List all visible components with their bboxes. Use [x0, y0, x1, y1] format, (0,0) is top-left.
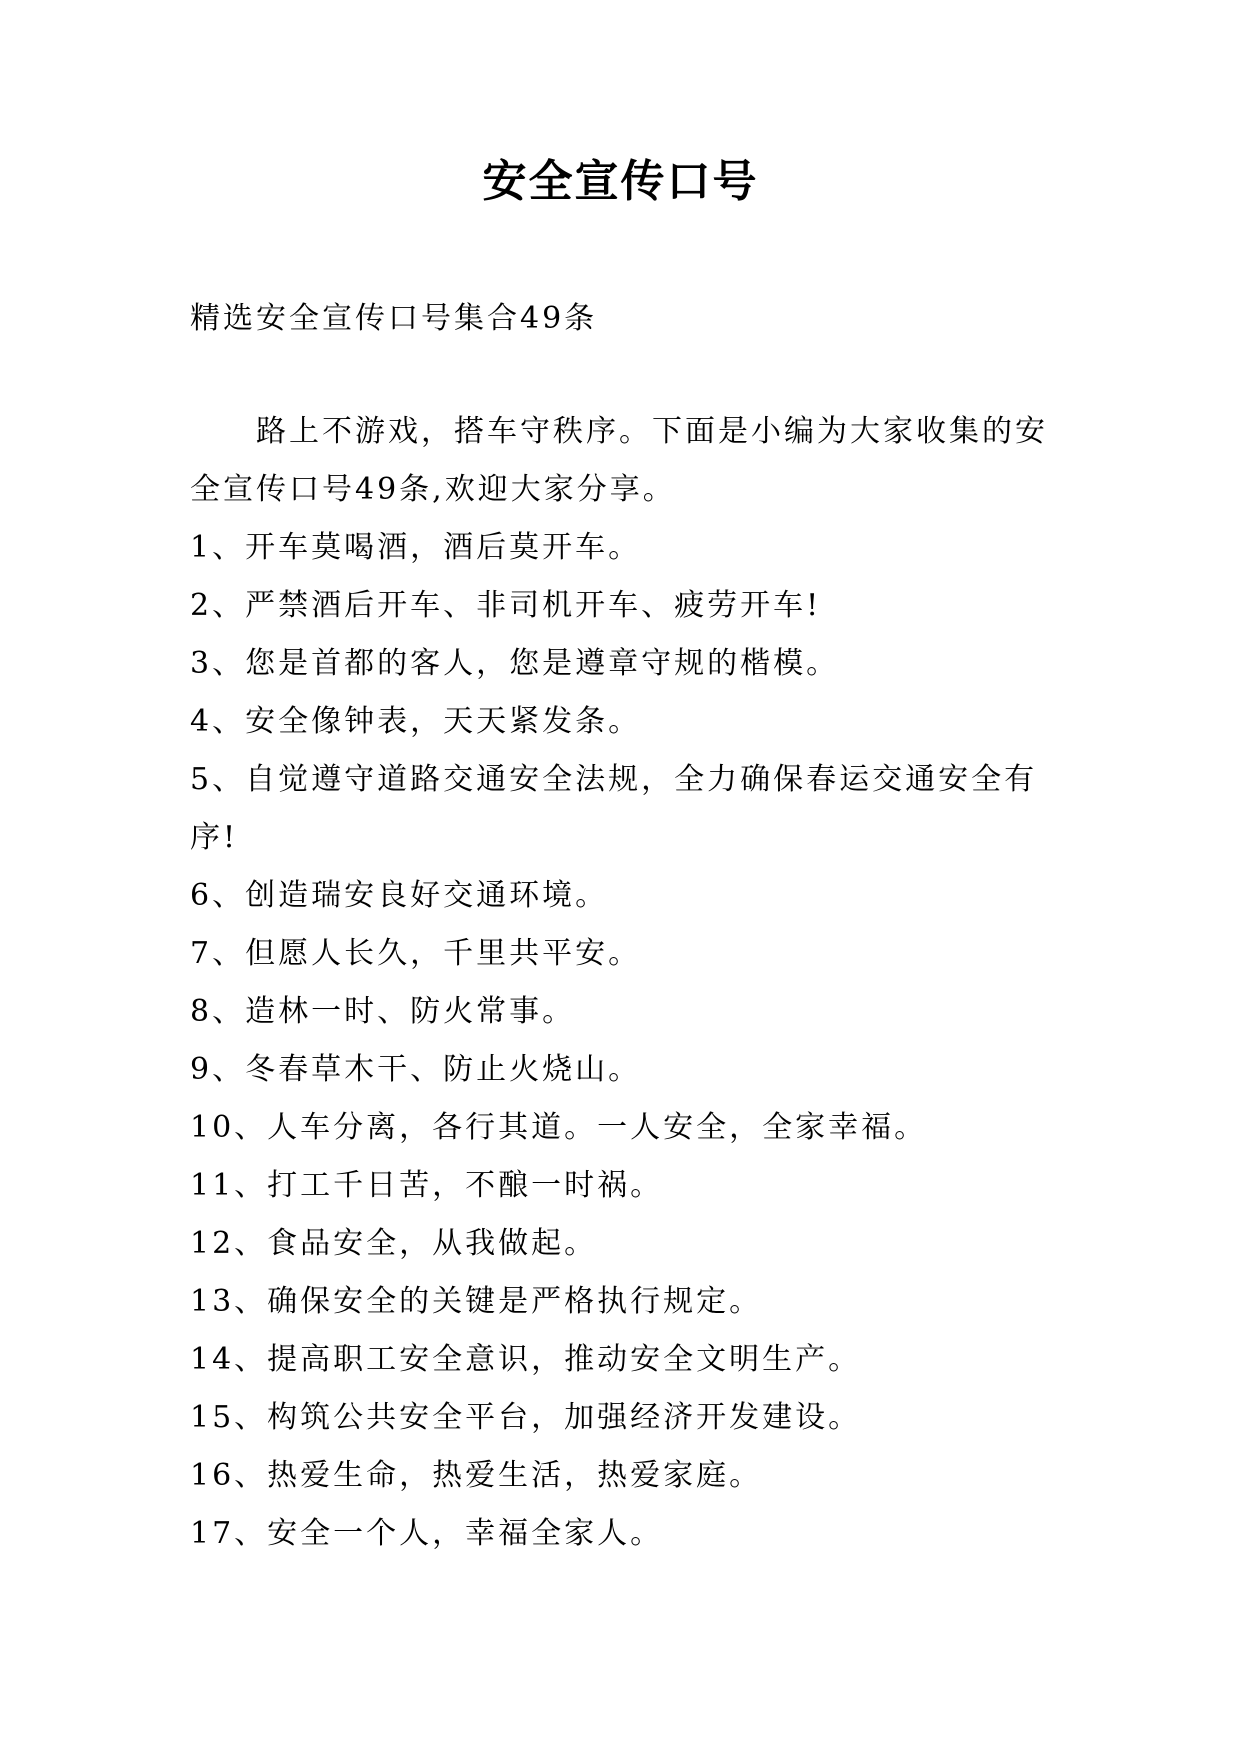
slogan-item: 2、严禁酒后开车、非司机开车、疲劳开车!: [190, 588, 822, 623]
slogan-item: 3、您是首都的客人，您是遵章守规的楷模。: [190, 646, 840, 681]
slogan-item: 14、提高职工安全意识，推动安全文明生产。: [190, 1342, 862, 1377]
slogan-item: 10、人车分离，各行其道。一人安全，全家幸福。: [190, 1110, 928, 1145]
slogan-item: 13、确保安全的关键是严格执行规定。: [190, 1284, 763, 1319]
slogan-item: 11、打工千日苦，不酿一时祸。: [190, 1168, 664, 1203]
slogan-item: 8、造林一时、防火常事。: [190, 994, 576, 1029]
slogan-list: [190, 519, 1050, 1563]
slogan-item: 12、食品安全，从我做起。: [190, 1226, 598, 1261]
slogan-item: 4、安全像钟表，天天紧发条。: [190, 704, 642, 739]
slogan-item: 6、创造瑞安良好交通环境。: [190, 878, 609, 913]
slogan-item: 7、但愿人长久，千里共平安。: [190, 936, 642, 971]
document-body: [190, 403, 1050, 1563]
slogan-item: 9、冬春草木干、防止火烧山。: [190, 1052, 642, 1087]
slogan-item: 5、自觉遵守道路交通安全法规，全力确保春运交通安全有序!: [190, 762, 1038, 855]
slogan-item: 15、构筑公共安全平台，加强经济开发建设。: [190, 1400, 862, 1435]
slogan-item: 16、热爱生命，热爱生活，热爱家庭。: [190, 1458, 763, 1493]
slogan-item: 17、安全一个人，幸福全家人。: [190, 1516, 664, 1551]
intro-paragraph: 路上不游戏，搭车守秩序。下面是小编为大家收集的安全宣传口号49条,欢迎大家分享。: [190, 414, 1048, 507]
document-subtitle: 精选安全宣传口号集合49条: [190, 301, 598, 336]
slogan-item: 1、开车莫喝酒，酒后莫开车。: [190, 530, 642, 565]
page-title: 安全宣传口号: [482, 156, 759, 207]
